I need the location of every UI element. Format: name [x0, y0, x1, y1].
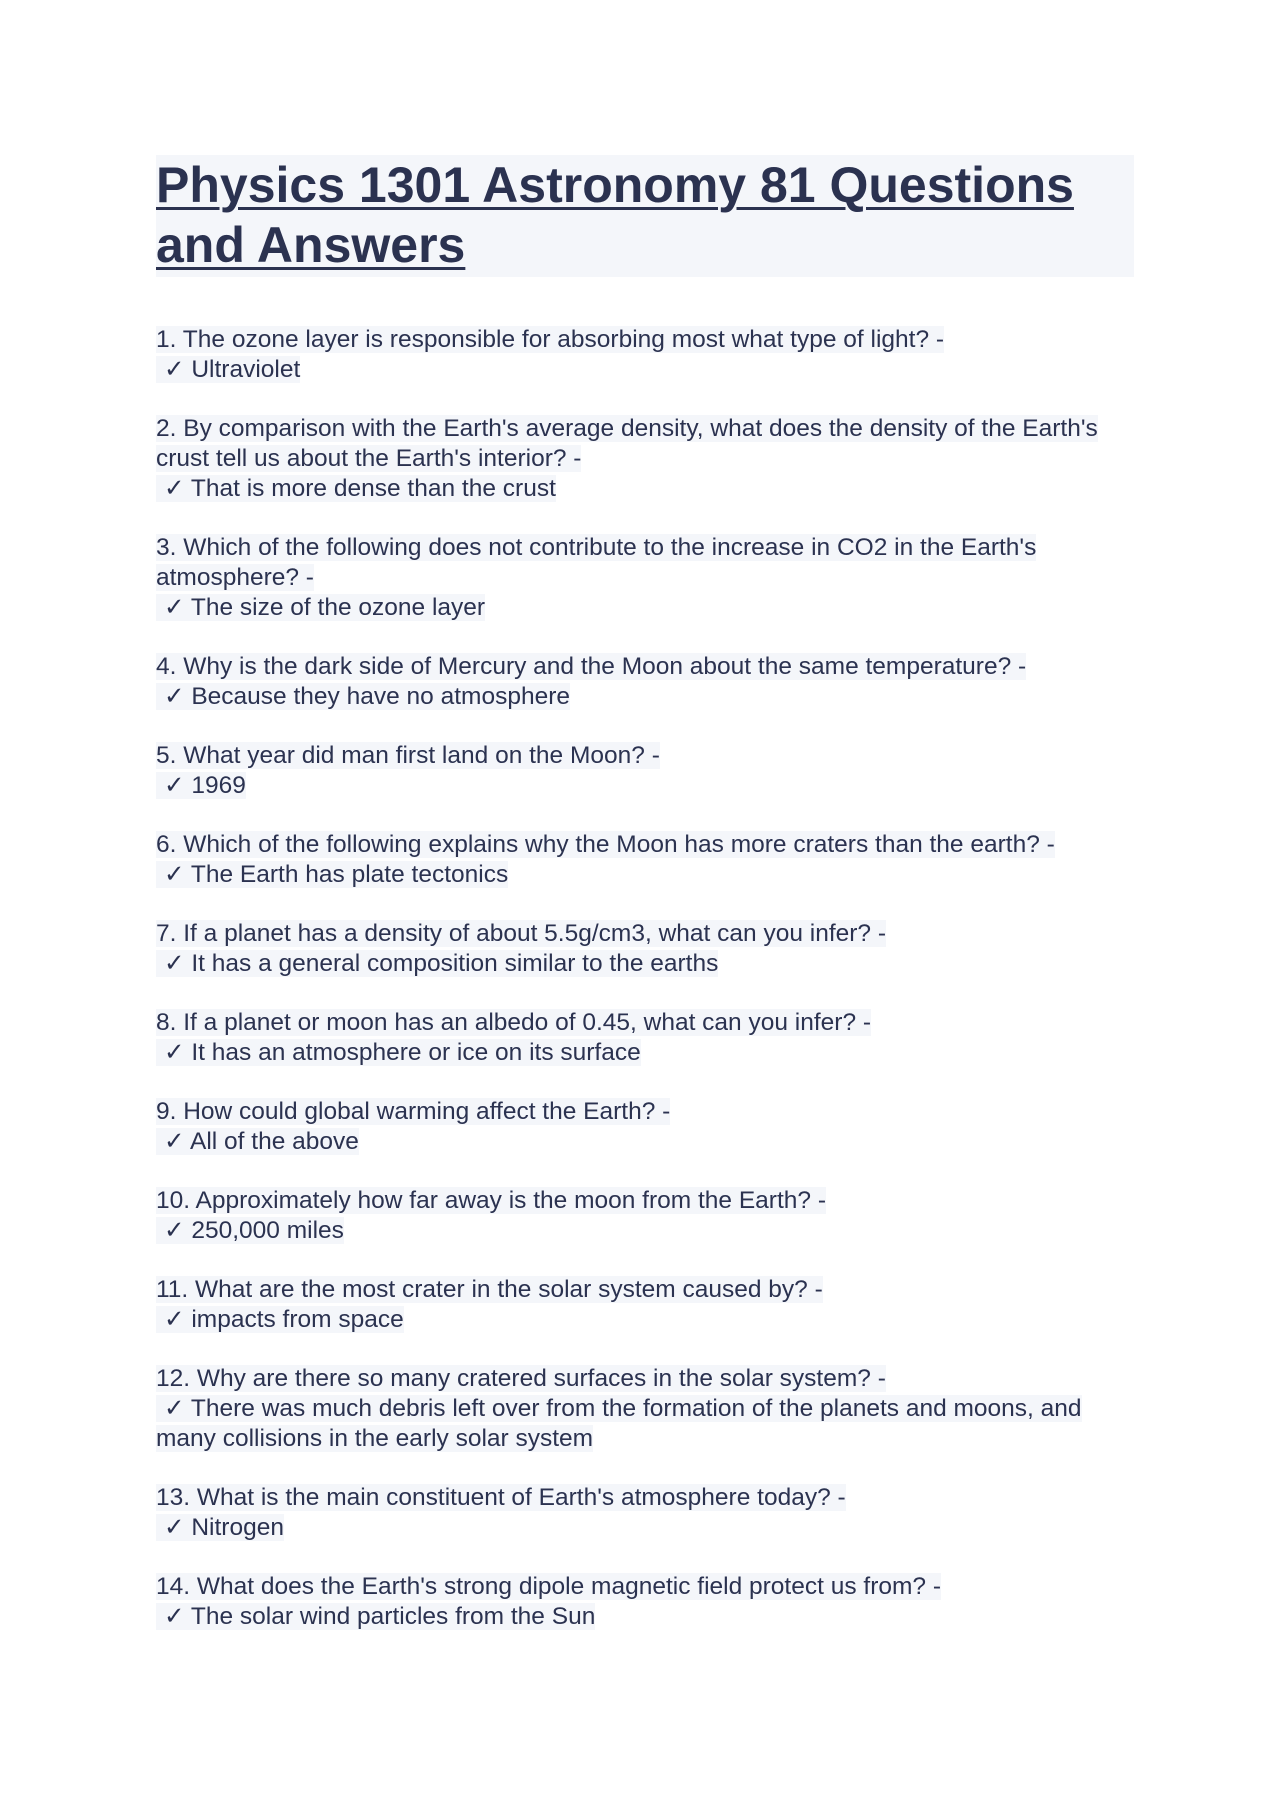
question-line	[156, 1186, 1134, 1216]
answer-text: 250,000 miles	[191, 1217, 344, 1244]
check-icon: ✓	[164, 1306, 185, 1333]
question-text: 12. Why are there so many cratered surfaces in the solar system? -	[156, 1365, 886, 1392]
question-text: 8. If a planet or moon has an albedo of 0.45, what can you infer? -	[156, 1009, 872, 1036]
title-block	[156, 155, 1134, 277]
answer-line	[156, 1038, 1134, 1068]
question-text: 4. Why is the dark side of Mercury and the Moon about the same temperature? -	[156, 653, 1027, 680]
question-text: 6. Which of the following explains why the Moon has more craters than the earth? -	[156, 831, 1055, 858]
qa-item	[156, 1364, 1134, 1454]
qa-item	[156, 1008, 1134, 1068]
question-line	[156, 830, 1134, 860]
question-line	[156, 1483, 1134, 1513]
answer-text: It has a general composition similar to the earths	[191, 950, 719, 977]
answer-line	[156, 474, 1134, 504]
question-line	[156, 1008, 1134, 1038]
answer-line	[156, 860, 1134, 890]
page-title: Physics 1301 Astronomy 81 Questions and Answers	[156, 157, 1074, 273]
question-line	[156, 533, 1134, 593]
question-text: 13. What is the main constituent of Earth's atmosphere today? -	[156, 1484, 846, 1511]
check-icon: ✓	[164, 1039, 185, 1066]
check-icon: ✓	[164, 1128, 185, 1155]
answer-line	[156, 771, 1134, 801]
question-line	[156, 1364, 1134, 1394]
qa-item	[156, 533, 1134, 623]
check-icon: ✓	[164, 594, 185, 621]
qa-item	[156, 919, 1134, 979]
answer-text: Because they have no atmosphere	[191, 683, 570, 710]
answer-text: The solar wind particles from the Sun	[190, 1603, 596, 1630]
check-icon: ✓	[164, 772, 185, 799]
answer-line	[156, 1216, 1134, 1246]
check-icon: ✓	[164, 1395, 185, 1422]
question-line	[156, 919, 1134, 949]
question-line	[156, 1572, 1134, 1602]
answer-text: The Earth has plate tectonics	[190, 861, 509, 888]
answer-text: Nitrogen	[191, 1514, 284, 1541]
question-line	[156, 652, 1134, 682]
answer-line	[156, 355, 1134, 385]
question-text: 1. The ozone layer is responsible for absorbing most what type of light? -	[156, 326, 945, 353]
question-text: 2. By comparison with the Earth's average density, what does the density of the Earth's crust tell us about the Earth's interior? -	[156, 415, 1098, 472]
answer-line	[156, 593, 1134, 623]
check-icon: ✓	[164, 861, 185, 888]
check-icon: ✓	[164, 356, 185, 383]
question-line	[156, 1275, 1134, 1305]
answer-text: It has an atmosphere or ice on its surface	[191, 1039, 641, 1066]
question-text: 7. If a planet has a density of about 5.5g/cm3, what can you infer? -	[156, 920, 886, 947]
answer-line	[156, 1394, 1134, 1454]
qa-list	[156, 325, 1134, 1632]
answer-text: Ultraviolet	[191, 356, 301, 383]
qa-item	[156, 741, 1134, 801]
question-text: 11. What are the most crater in the solar system caused by? -	[156, 1276, 823, 1303]
question-text: 5. What year did man first land on the Moon? -	[156, 742, 660, 769]
check-icon: ✓	[164, 1514, 185, 1541]
question-line	[156, 1097, 1134, 1127]
answer-line	[156, 1305, 1134, 1335]
question-text: 14. What does the Earth's strong dipole magnetic field protect us from? -	[156, 1573, 941, 1600]
question-text: 9. How could global warming affect the Earth? -	[156, 1098, 671, 1125]
question-line	[156, 414, 1134, 474]
qa-item	[156, 1275, 1134, 1335]
answer-text: 1969	[191, 772, 246, 799]
qa-item	[156, 652, 1134, 712]
qa-item	[156, 325, 1134, 385]
check-icon: ✓	[164, 475, 185, 502]
question-text: 3. Which of the following does not contribute to the increase in CO2 in the Earth's atmosphere? -	[156, 534, 1037, 591]
check-icon: ✓	[164, 683, 185, 710]
qa-item	[156, 1097, 1134, 1157]
question-text: 10. Approximately how far away is the moon from the Earth? -	[156, 1187, 826, 1214]
answer-text: That is more dense than the crust	[190, 475, 556, 502]
answer-line	[156, 1127, 1134, 1157]
question-line	[156, 325, 1134, 355]
check-icon: ✓	[164, 1603, 185, 1630]
check-icon: ✓	[164, 950, 185, 977]
answer-line	[156, 682, 1134, 712]
answer-line	[156, 1513, 1134, 1543]
qa-item	[156, 1572, 1134, 1632]
answer-text: All of the above	[190, 1128, 359, 1155]
answer-line	[156, 1602, 1134, 1632]
question-line	[156, 741, 1134, 771]
qa-item	[156, 830, 1134, 890]
qa-item	[156, 414, 1134, 504]
answer-text: impacts from space	[191, 1306, 404, 1333]
document-page	[156, 155, 1134, 1661]
answer-text: There was much debris left over from the formation of the planets and moons, and many collisions in the early solar system	[156, 1395, 1082, 1452]
qa-item	[156, 1186, 1134, 1246]
qa-item	[156, 1483, 1134, 1543]
answer-text: The size of the ozone layer	[190, 594, 486, 621]
check-icon: ✓	[164, 1217, 185, 1244]
answer-line	[156, 949, 1134, 979]
